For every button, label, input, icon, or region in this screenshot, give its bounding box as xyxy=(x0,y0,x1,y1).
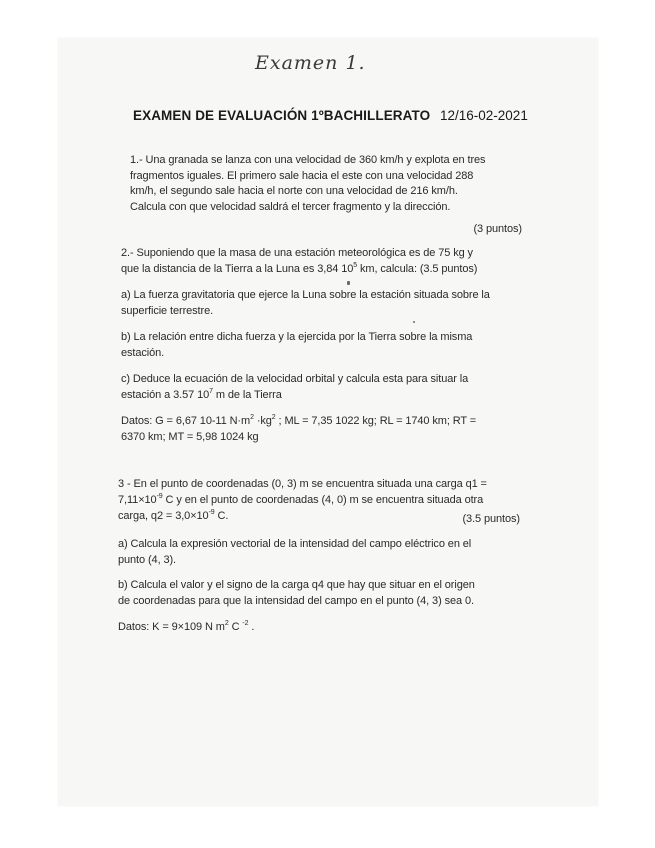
q2-data-line-1: Datos: G = 6,67 10-11 $N\cdot m^2 \cdot kg^2$ ; ML = 7,35 1022 kg; RL = 1740 km; RT = xyxy=(121,414,477,427)
q3-b-line-1: b) Calcula el valor y el signo de la carga q4 que hay que situar en el origen xyxy=(118,579,475,591)
q2-a-line-1: a) La fuerza gravitatoria que ejerce la Luna sobre la estación situada sobre la xyxy=(121,289,490,301)
q2-intro-line-2: que la distancia de la Tierra a la Luna es 3,84 $10^5$ km, calcula: (3.5 puntos) xyxy=(121,262,478,275)
q3-points: (3.5 puntos) xyxy=(462,513,520,525)
q1-points: (3 puntos) xyxy=(473,223,522,235)
q2-c-line-2: estación a 3.57 $10^7$ m de la Tierra xyxy=(121,388,282,401)
q1-line-3: km/h, el segundo sale hacia el norte con una velocidad de 216 km/h. xyxy=(130,185,458,197)
q3-a-line-1: a) Calcula la expresión vectorial de la intensidad del campo eléctrico en el xyxy=(118,538,472,550)
scan-speck xyxy=(347,281,350,285)
q3-b-line-2: de coordenadas para que la intensidad del campo en el punto (4, 3) sea 0. xyxy=(118,595,474,607)
scan-speck xyxy=(413,321,415,323)
q3-line-2: $7,11\times 10^{-9}$ C y en el punto de coordenadas (4, 0) m se encuentra situada otra xyxy=(118,493,484,506)
q1-line-2: fragmentos iguales. El primero sale hacia el este con una velocidad 288 xyxy=(130,170,474,182)
q2-intro-line-1: 2.- Suponiendo que la masa de una estación meteorológica es de 75 kg y xyxy=(121,247,473,259)
q1-line-4: Calcula con que velocidad saldrá el tercer fragmento y la dirección. xyxy=(130,201,451,213)
q3-a-line-2: punto (4, 3). xyxy=(118,554,177,566)
exam-date: 12/16-02-2021 xyxy=(440,108,528,123)
q1-line-1: 1.- Una granada se lanza con una velocidad de 360 km/h y explota en tres xyxy=(130,154,486,166)
exam-title: EXAMEN DE EVALUACIÓN 1ºBACHILLERATO xyxy=(133,108,431,123)
q2-c-line-1: c) Deduce la ecuación de la velocidad orbital y calcula esta para situar la xyxy=(121,373,469,385)
q2-b-line-1: b) La relación entre dicha fuerza y la ejercida por la Tierra sobre la misma xyxy=(121,331,473,343)
q3-data-line: Datos: K = 9×109 N $m^2$ C $^{-2}$ . xyxy=(118,620,255,633)
q3-line-1: 3 - En el punto de coordenadas (0, 3) m se encuentra situada una carga q1 = xyxy=(118,478,487,490)
q2-b-line-2: estación. xyxy=(121,347,165,359)
q2-data-line-2: 6370 km; MT = 5,98 1024 kg xyxy=(121,431,259,443)
q3-line-3: carga, $q2 = 3,0\times 10^{-9}$ C. xyxy=(118,509,229,522)
q2-a-line-2: superficie terrestre. xyxy=(121,305,214,317)
handwritten-title: Examen 1. xyxy=(255,52,366,74)
